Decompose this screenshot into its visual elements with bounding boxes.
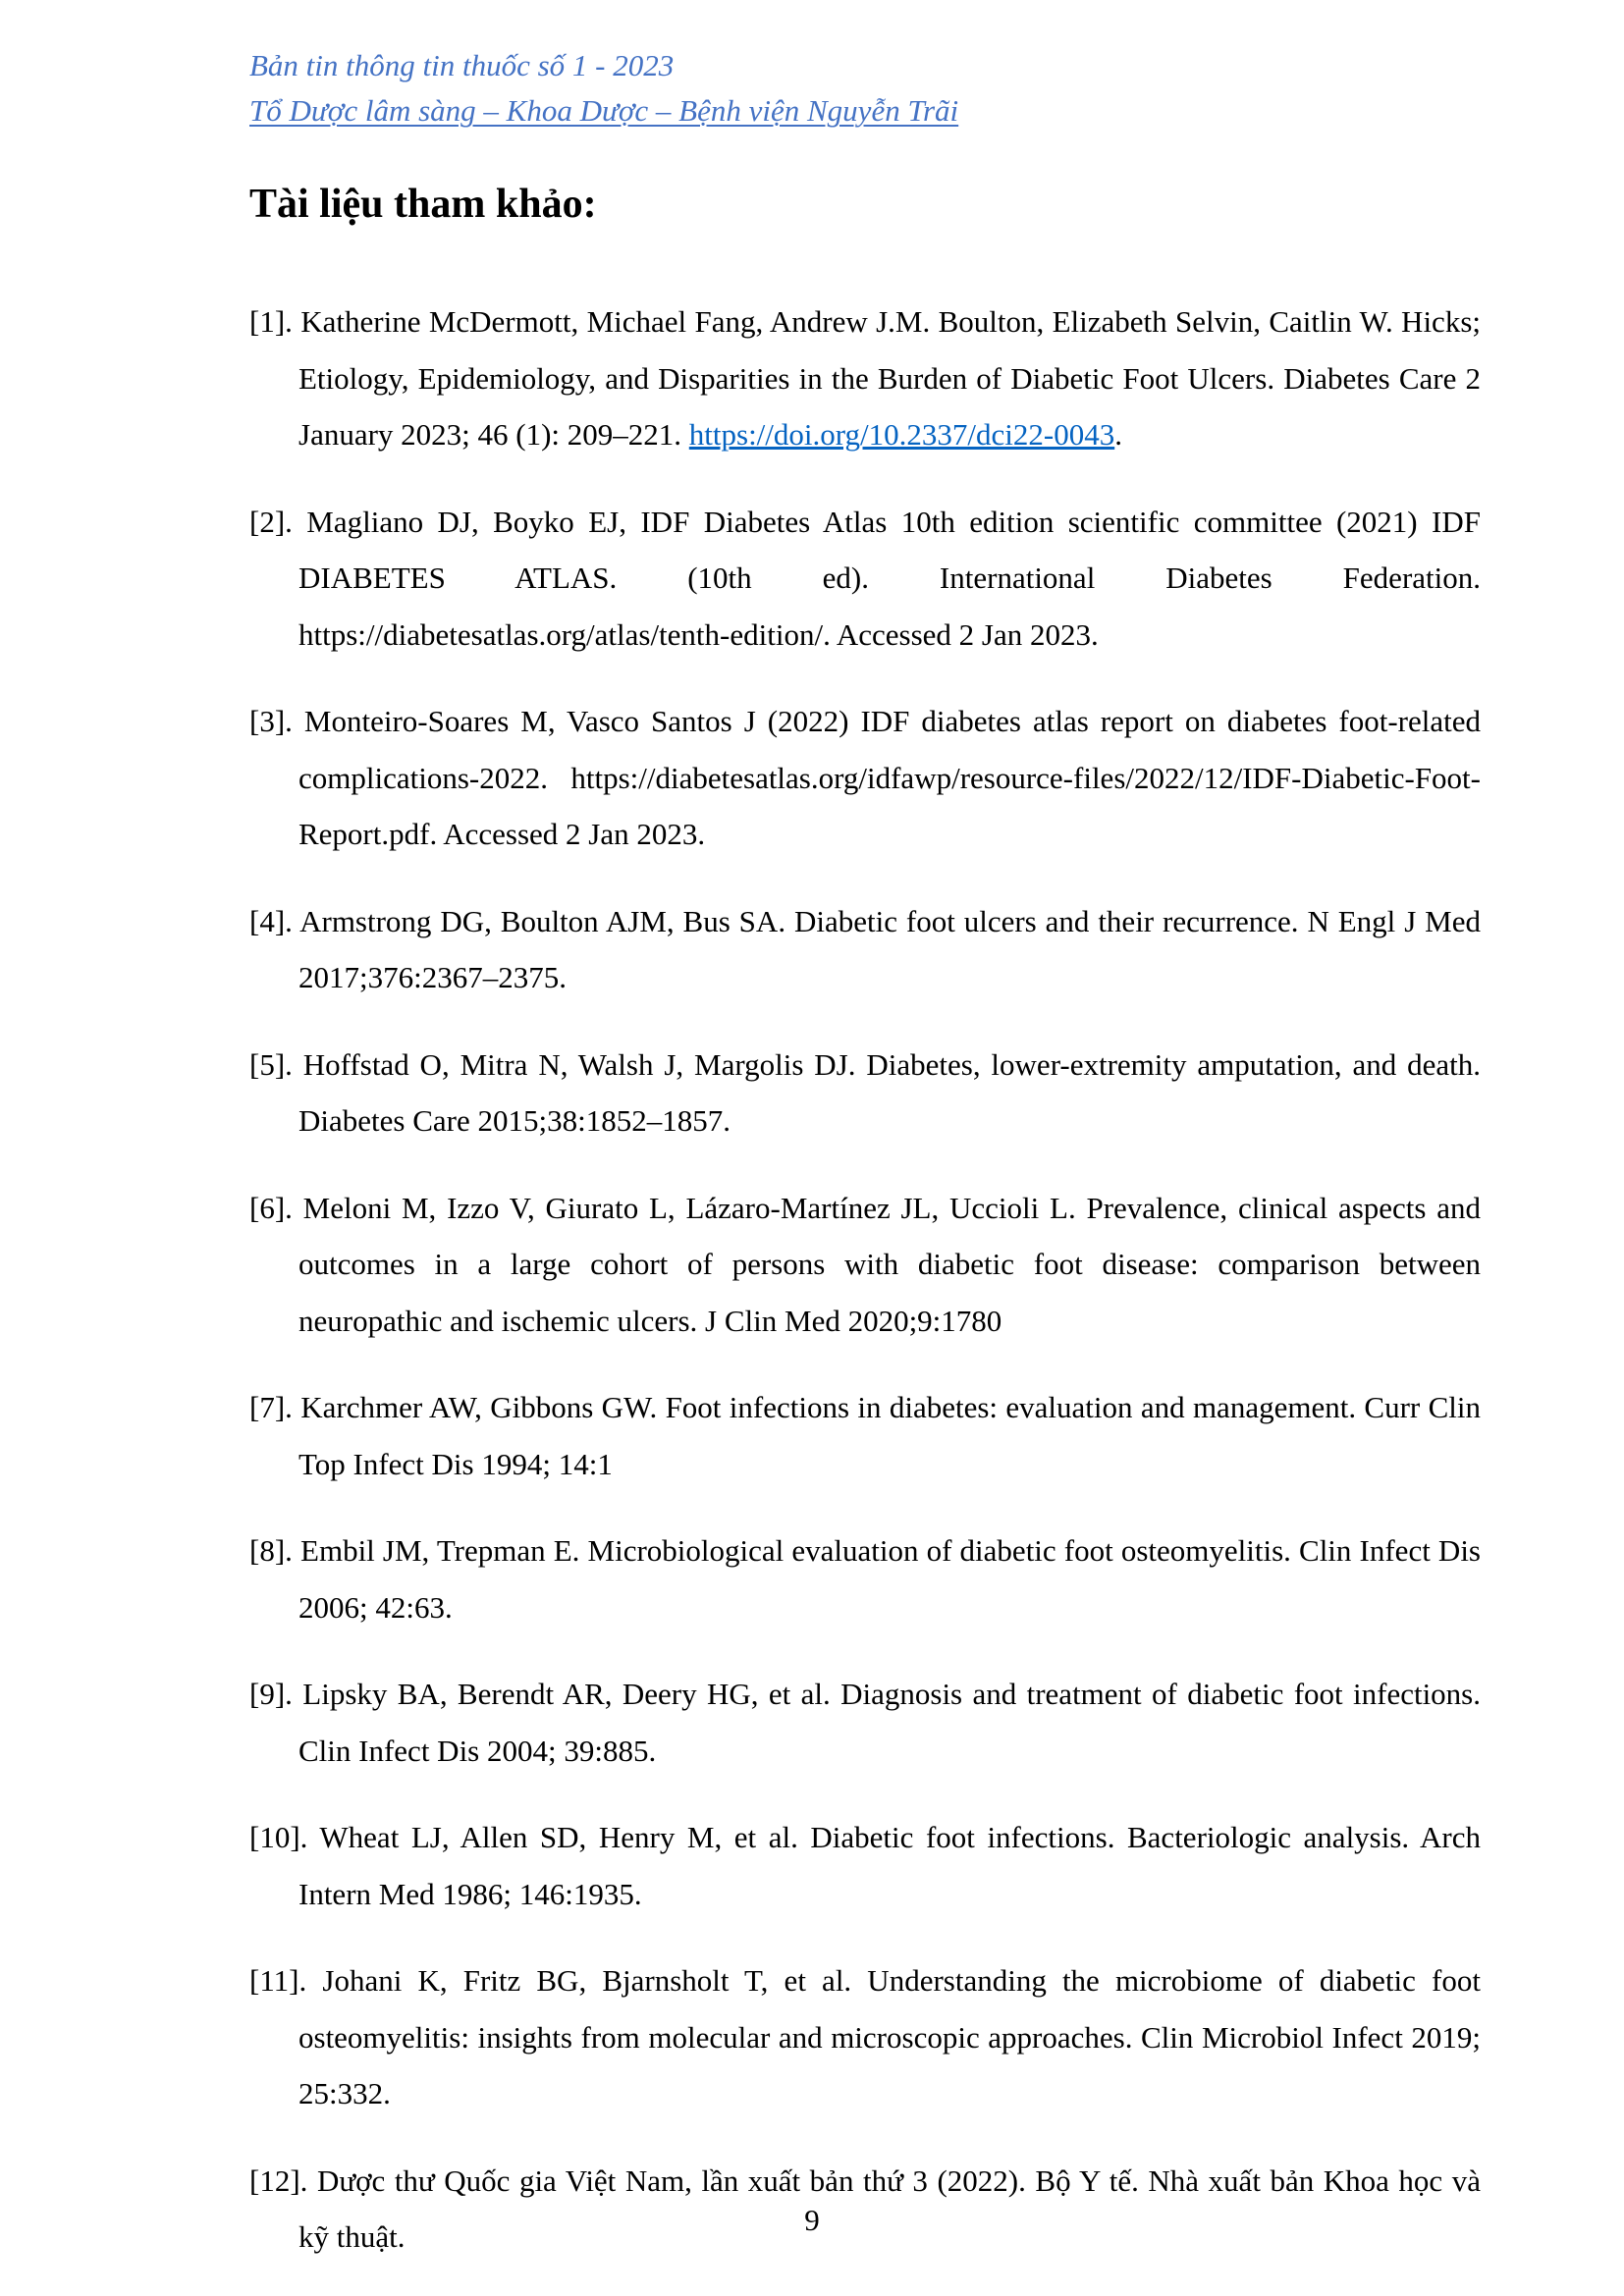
reference-number: [1]. [249,304,293,339]
reference-item [249,1037,1481,1149]
page-number: 9 [804,2203,820,2237]
reference-number: [11]. [249,1963,307,1998]
department-subtitle: Tổ Dược lâm sàng – Khoa Dược – Bệnh viện Nguyễn Trãi [249,93,959,128]
reference-text: Dược thư Quốc gia Việt Nam, lần xuất bản thứ 3 (2022). Bộ Y tế. Nhà xuất bản Khoa học và kỹ thuật. [298,2163,1481,2254]
reference-text: Embil JM, Trepman E. Microbiological evaluation of diabetic foot osteomyelitis. Clin Infect Dis 2006; 42:63. [292,1533,1481,1625]
reference-item [249,1952,1481,2122]
reference-number: [8]. [249,1533,293,1568]
reference-item [249,1379,1481,1492]
reference-number: [12]. [249,2163,308,2198]
reference-number: [6]. [249,1190,293,1225]
reference-item [249,1522,1481,1635]
reference-text: Magliano DJ, Boyko EJ, IDF Diabetes Atlas 10th edition scientific committee (2021) IDF DIABETES ATLAS. (10th ed). International Diabetes Federation. https://diabetesatlas.org/atlas/tenth-edition/. Accessed 2 Jan 2023. [292,504,1481,652]
reference-number: [7]. [249,1390,293,1424]
reference-text: Armstrong DG, Boulton AJM, Bus SA. Diabetic foot ulcers and their recurrence. N Engl J Med 2017;376:2367–2375. [292,903,1481,994]
reference-number: [9]. [249,1677,293,1711]
section-title: Tài liệu tham khảo: [249,182,597,227]
reference-text: Monteiro-Soares M, Vasco Santos J (2022) IDF diabetes atlas report on diabetes foot-related complications-2022. https://diabetesatlas.org/idfawp/resource-files/2022/12/IDF-Diabetic-Foot-Report.pdf. Accessed 2 Jan 2023. [292,704,1481,851]
reference-text: Wheat LJ, Allen SD, Henry M, et al. Diabetic foot infections. Bacteriologic analysis. Arch Intern Med 1986; 146:1935. [298,1820,1481,1911]
reference-number: [3]. [249,704,293,738]
reference-text: Katherine McDermott, Michael Fang, Andrew J.M. Boulton, Elizabeth Selvin, Caitlin W. Hicks; Etiology, Epidemiology, and Disparities in the Burden of Diabetic Foot Ulcers. Diabetes Care 2 January 2023; 46 (1): 209–221. [292,304,1481,452]
reference-number: [4]. [249,903,293,938]
reference-tail: . [1114,417,1122,452]
reference-item [249,1666,1481,1779]
reference-text: Johani K, Fritz BG, Bjarnsholt T, et al. Understanding the microbiome of diabetic foot osteomyelitis: insights from molecular and microscopic approaches. Clin Microbiol Infect 2019; 25:332. [298,1963,1481,2110]
reference-list [249,263,1481,2281]
reference-number: [5]. [249,1046,293,1082]
bulletin-title: Bản tin thông tin thuốc số 1 - 2023 [249,48,675,82]
reference-number: [2]. [249,504,293,539]
doi-link[interactable]: https://doi.org/10.2337/dci22-0043 [688,417,1115,452]
reference-text: Hoffstad O, Mitra N, Walsh J, Margolis DJ. Diabetes, lower-extremity amputation, and death. Diabetes Care 2015;38:1852–1857. [292,1046,1481,1138]
reference-item [249,1180,1481,1350]
reference-text: Meloni M, Izzo V, Giurato L, Lázaro-Martínez JL, Uccioli L. Prevalence, clinical aspects and outcomes in a large cohort of persons with diabetic foot disease: comparison between neuropathic and ischemic ulcers. J Clin Med 2020;9:1780 [292,1190,1481,1338]
reference-item [249,494,1481,664]
reference-item [249,1809,1481,1922]
reference-item [249,693,1481,863]
reference-text: Karchmer AW, Gibbons GW. Foot infections in diabetes: evaluation and management. Curr Clin Top Infect Dis 1994; 14:1 [292,1390,1481,1481]
reference-item [249,893,1481,1006]
reference-item [249,294,1481,463]
page-header [249,43,958,133]
reference-number: [10]. [249,1820,308,1854]
reference-text: Lipsky BA, Berendt AR, Deery HG, et al. Diagnosis and treatment of diabetic foot infections. Clin Infect Dis 2004; 39:885. [292,1677,1481,1768]
